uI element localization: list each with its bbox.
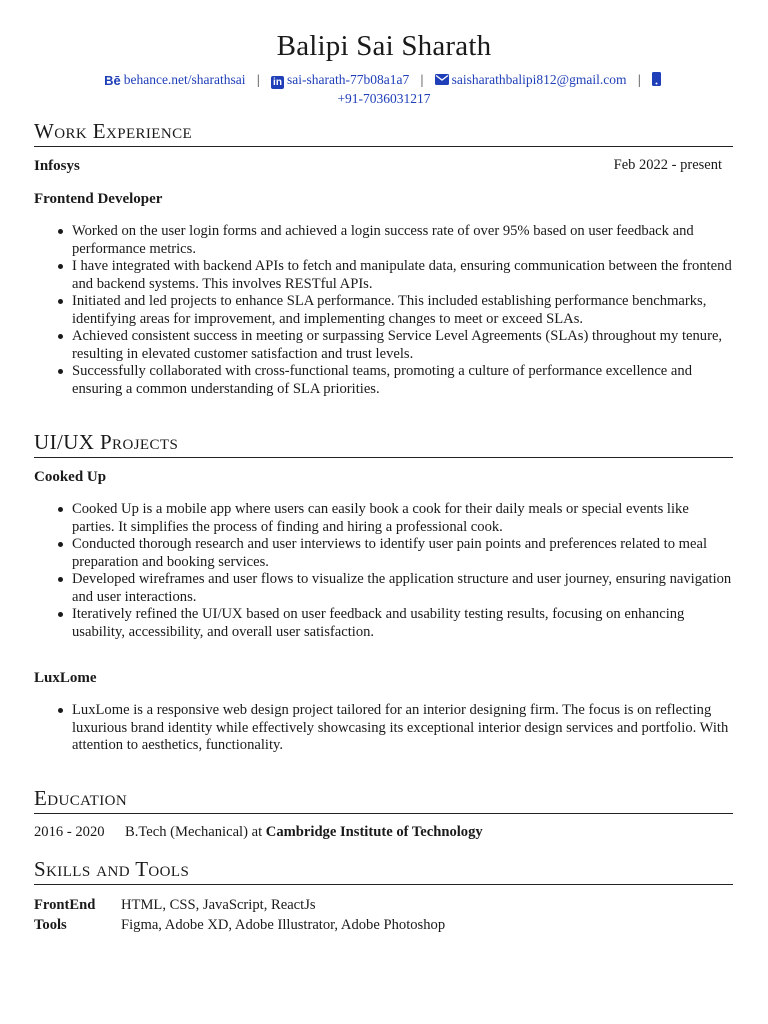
project-header [34,669,733,687]
job-role: Frontend Developer [34,191,163,207]
list-item: Successfully collaborated with cross-functional teams, promoting a culture of performance excellence and ensuring a common understanding of SLA priorities. [34,363,733,398]
phone-icon [652,72,661,86]
email-link[interactable]: saisharathbalipi812@gmail.com [451,72,627,87]
company-name: Infosys [34,158,80,174]
separator: | [637,72,641,87]
candidate-name: Balipi Sai Sharath [276,30,492,62]
skills-value: HTML, CSS, JavaScript, ReactJs [121,897,316,913]
contact-bar [40,71,728,108]
separator: | [420,72,424,87]
skills-row [34,895,733,915]
education-degree: B.Tech (Mechanical) at [125,824,266,840]
list-item: Conducted thorough research and user interviews to identify user pain points and preferences related to meal preparation and booking services. [34,536,733,571]
list-item: LuxLome is a responsive web design project tailored for an interior designing firm. The focus is on reflecting luxurious brand identity while effectively showcasing its exceptional interior design services and portfolio. With attention to aesthetics, functionality. [34,702,733,755]
skills-row [34,915,733,935]
project-header [34,468,733,486]
list-item: Developed wireframes and user flows to visualize the application structure and user journey, ensuring navigation and user interactions. [34,571,733,606]
education-row [34,824,733,841]
skills-key: FrontEnd [34,897,96,913]
role-row [34,190,733,208]
skills-value: Figma, Adobe XD, Adobe Illustrator, Adobe Photoshop [121,917,446,933]
behance-link[interactable]: behance.net/sharathsai [123,72,246,87]
section-title-work: Work Experience [34,118,733,147]
behance-icon: Bē [104,73,121,88]
list-item: Iteratively refined the UI/UX based on user feedback and usability testing results, focusing on enhancing usability, accessibility, and overall user satisfaction. [34,606,733,641]
skills-key: Tools [34,917,67,933]
linkedin-link[interactable]: sai-sharath-77b08a1a7 [287,72,410,87]
project-name: LuxLome [34,670,97,686]
education-school: Cambridge Institute of Technology [265,824,483,840]
list-item: I have integrated with backend APIs to fetch and manipulate data, ensuring communication between the frontend and backend systems. This involves RESTful APIs. [34,258,733,293]
section-title-skills: Skills and Tools [34,856,733,885]
education-period: 2016 - 2020 [34,824,105,840]
list-item: Cooked Up is a mobile app where users can easily book a cook for their daily meals or special events like parties. It simplifies the process of finding and hiring a professional cook. [34,501,733,536]
phone-link[interactable]: +91-7036031217 [337,91,431,106]
linkedin-icon: in [271,76,284,89]
list-item: Worked on the user login forms and achieved a login success rate of over 95% based on user feedback and performance metrics. [34,223,733,258]
work-bullets [34,223,733,398]
envelope-icon [435,74,449,85]
list-item: Initiated and led projects to enhance SLA performance. This included establishing performance benchmarks, identifying areas for improvement, and implementing changes to meet or exceed SLAs. [34,293,733,328]
section-title-education: Education [34,785,733,814]
section-title-projects: UI/UX Projects [34,429,733,458]
separator: | [256,72,260,87]
project-bullets [34,501,733,641]
project-bullets [34,702,733,755]
list-item: Achieved consistent success in meeting or surpassing Service Level Agreements (SLAs) throughout my tenure, resulting in elevated customer satisfaction and trust levels. [34,328,733,363]
job-header [34,157,733,175]
project-name: Cooked Up [34,469,107,485]
job-dates: Feb 2022 - present [613,157,722,173]
skills-table [34,895,733,935]
